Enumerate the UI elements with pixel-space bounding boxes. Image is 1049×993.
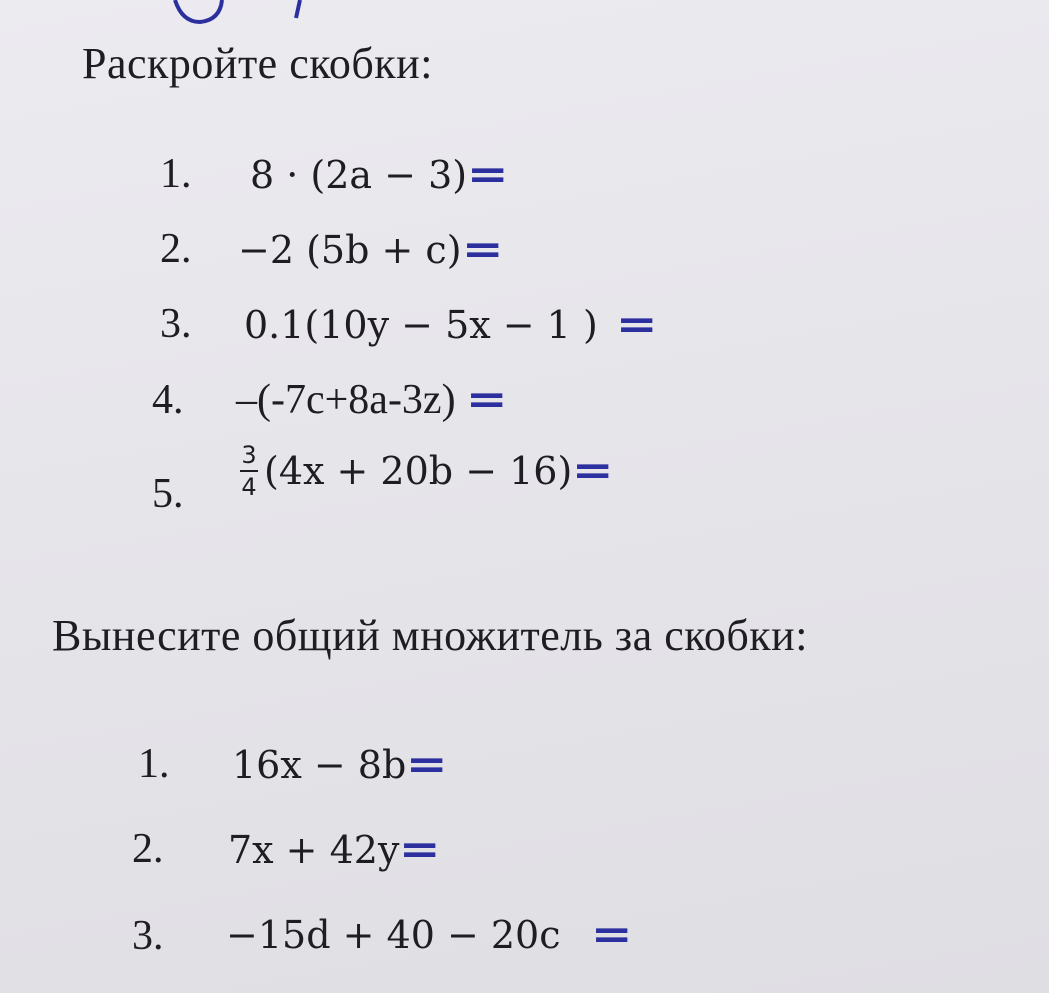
item-number: 3. (160, 301, 192, 347)
list-item-expression (240, 441, 615, 501)
list-item (132, 825, 164, 873)
equals-mark: = (590, 912, 633, 958)
expression: 7x + 42y (228, 828, 400, 872)
expression: 16x − 8b (232, 743, 407, 787)
item-number: 1. (160, 151, 192, 197)
list-item (152, 470, 184, 518)
fraction-numerator: 3 (241, 441, 257, 469)
list-item (152, 376, 184, 424)
equals-mark: = (466, 152, 509, 198)
expand-heading: Раскройте скобки: (82, 39, 433, 88)
list-item-expression (232, 742, 449, 788)
expression: 8 · (2a − 3) (250, 153, 468, 197)
expression: (4x + 20b − 16) (264, 449, 573, 493)
list-item-expression (228, 827, 442, 873)
expression: −2 (5b + c) (238, 228, 462, 272)
item-number: 2. (160, 226, 192, 272)
list-item (138, 740, 170, 788)
list-item-expression (226, 912, 633, 958)
expression: 0.1(10y − 5x − 1 ) (244, 303, 598, 347)
item-number: 1. (138, 741, 170, 787)
fraction (240, 442, 258, 500)
equals-mark: = (615, 302, 658, 348)
list-item-expression (250, 152, 509, 198)
equals-mark: = (406, 742, 449, 788)
expression: –(-7c+8a-3z) (236, 377, 456, 423)
expression: −15d + 40 − 20c (226, 913, 561, 957)
list-item (160, 150, 192, 198)
list-item-expression (236, 376, 508, 424)
list-item-expression (244, 302, 658, 348)
item-number: 5. (152, 471, 184, 517)
equals-mark: = (572, 448, 615, 494)
list-item (132, 912, 164, 960)
equals-mark: = (465, 377, 508, 423)
fraction-denominator: 4 (241, 473, 257, 501)
equals-mark: = (399, 827, 442, 873)
factor-heading: Вынесите общий множитель за скобки: (52, 611, 808, 660)
list-item (160, 300, 192, 348)
item-number: 3. (132, 913, 164, 959)
handwriting-doodle (0, 0, 1049, 40)
item-number: 4. (152, 377, 184, 423)
fraction-bar (240, 470, 258, 472)
list-item (160, 225, 192, 273)
item-number: 2. (132, 826, 164, 872)
list-item-expression (238, 227, 504, 273)
equals-mark: = (461, 227, 504, 273)
